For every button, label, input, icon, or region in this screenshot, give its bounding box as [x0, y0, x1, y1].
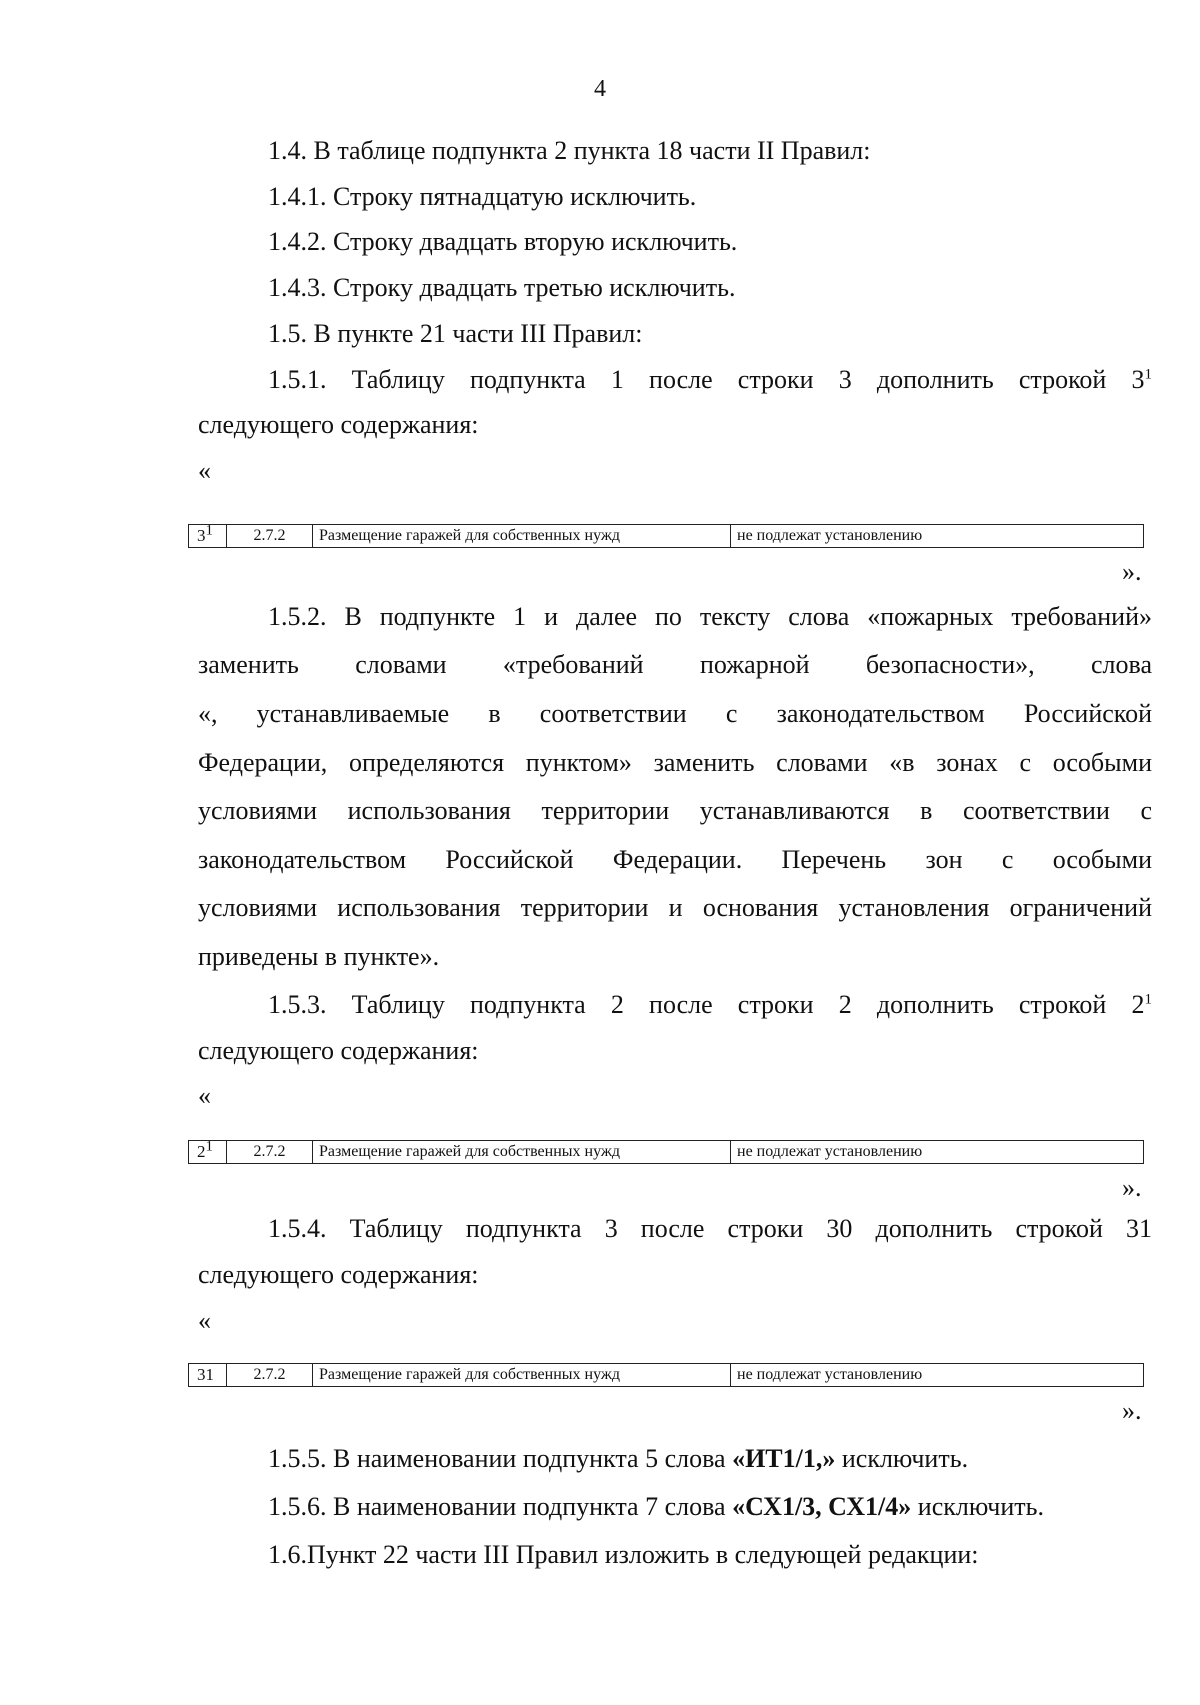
- table-row-3: [188, 1363, 1144, 1387]
- bold-term: «СХ1/3, СХ1/4»: [732, 1492, 912, 1521]
- open-quote: «: [198, 456, 211, 485]
- paragraph-1-5-1-line2: следующего содержания:: [198, 410, 479, 439]
- paragraph-1-5-6: 1.5.6. В наименовании подпункта 7 слова «СХ1/3, СХ1/4» исключить.: [268, 1492, 1044, 1521]
- paragraph-1-5-2-line4: Федерации, определяются пунктом» заменить словами «в зонах с особыми: [198, 748, 1152, 777]
- paragraph-1-5-2-line6: законодательством Российской Федерации. Перечень зон с особыми: [198, 845, 1152, 874]
- paragraph-1-5-2-line8: приведены в пункте».: [198, 942, 440, 971]
- paragraph-1-4-2: 1.4.2. Строку двадцать вторую исключить.: [268, 227, 738, 256]
- paragraph-1-4: 1.4. В таблице подпункта 2 пункта 18 части II Правил:: [268, 136, 871, 165]
- table-cell-code: 2.7.2: [227, 1141, 313, 1163]
- open-quote: «: [198, 1306, 211, 1335]
- table-cell-number: 31: [189, 1364, 227, 1386]
- table-cell-value: не подлежат установлению: [737, 1366, 923, 1383]
- table-cell-value: не подлежат установлению: [737, 1143, 923, 1160]
- close-quote: ».: [1122, 1173, 1142, 1202]
- paragraph-1-5-3-line1: 1.5.3. Таблицу подпункта 2 после строки 2 дополнить строкой $2^1$: [268, 990, 1152, 1019]
- table-cell-name: Размещение гаражей для собственных нужд: [313, 1141, 731, 1163]
- page-number: 4: [594, 76, 606, 102]
- table-cell-name: Размещение гаражей для собственных нужд: [313, 525, 731, 547]
- superscript: 1: [1144, 991, 1152, 1008]
- paragraph-1-5-3-line2: следующего содержания:: [198, 1036, 479, 1065]
- paragraph-1-6: 1.6.Пункт 22 части III Правил изложить в следующей редакции:: [268, 1540, 979, 1569]
- open-quote: «: [198, 1081, 211, 1110]
- paragraph-1-5-5: 1.5.5. В наименовании подпункта 5 слова «ИТ1/1,» исключить.: [268, 1444, 969, 1473]
- paragraph-1-5-2-line2: заменить словами «требований пожарной безопасности», слова: [198, 650, 1152, 679]
- paragraph-1-5-2-line1: 1.5.2. В подпункте 1 и далее по тексту слова «пожарных требований»: [268, 602, 1152, 631]
- table-row-1: [188, 524, 1144, 548]
- close-quote: ».: [1122, 557, 1142, 586]
- superscript: 1: [1144, 366, 1152, 383]
- paragraph-1-5-4-line2: следующего содержания:: [198, 1260, 479, 1289]
- paragraph-1-5-2-line7: условиями использования территории и основания установления ограничений: [198, 893, 1152, 922]
- table-cell-name: Размещение гаражей для собственных нужд: [313, 1364, 731, 1386]
- table-cell-code: 2.7.2: [227, 1364, 313, 1386]
- paragraph-1-4-1: 1.4.1. Строку пятнадцатую исключить.: [268, 182, 697, 211]
- table-cell-code: 2.7.2: [227, 525, 313, 547]
- paragraph-1-5-4-line1: 1.5.4. Таблицу подпункта 3 после строки 30 дополнить строкой 31: [268, 1214, 1152, 1243]
- paragraph-1-5-2-line5: условиями использования территории устанавливаются в соответствии с: [198, 796, 1152, 825]
- bold-term: «ИТ1/1,»: [732, 1444, 836, 1473]
- table-cell-number: $2^1$: [189, 1141, 227, 1163]
- paragraph-1-5-2-line3: «, устанавливаемые в соответствии с законодательством Российской: [198, 699, 1152, 728]
- table-cell-value: не подлежат установлению: [737, 527, 923, 544]
- table-row-2: [188, 1140, 1144, 1164]
- close-quote: ».: [1122, 1396, 1142, 1425]
- paragraph-1-5-1-line1: 1.5.1. Таблицу подпункта 1 после строки 3 дополнить строкой $3^1$: [268, 365, 1152, 394]
- paragraph-1-5: 1.5. В пункте 21 части III Правил:: [268, 319, 643, 348]
- table-cell-number: $3^1$: [189, 525, 227, 547]
- paragraph-1-4-3: 1.4.3. Строку двадцать третью исключить.: [268, 273, 736, 302]
